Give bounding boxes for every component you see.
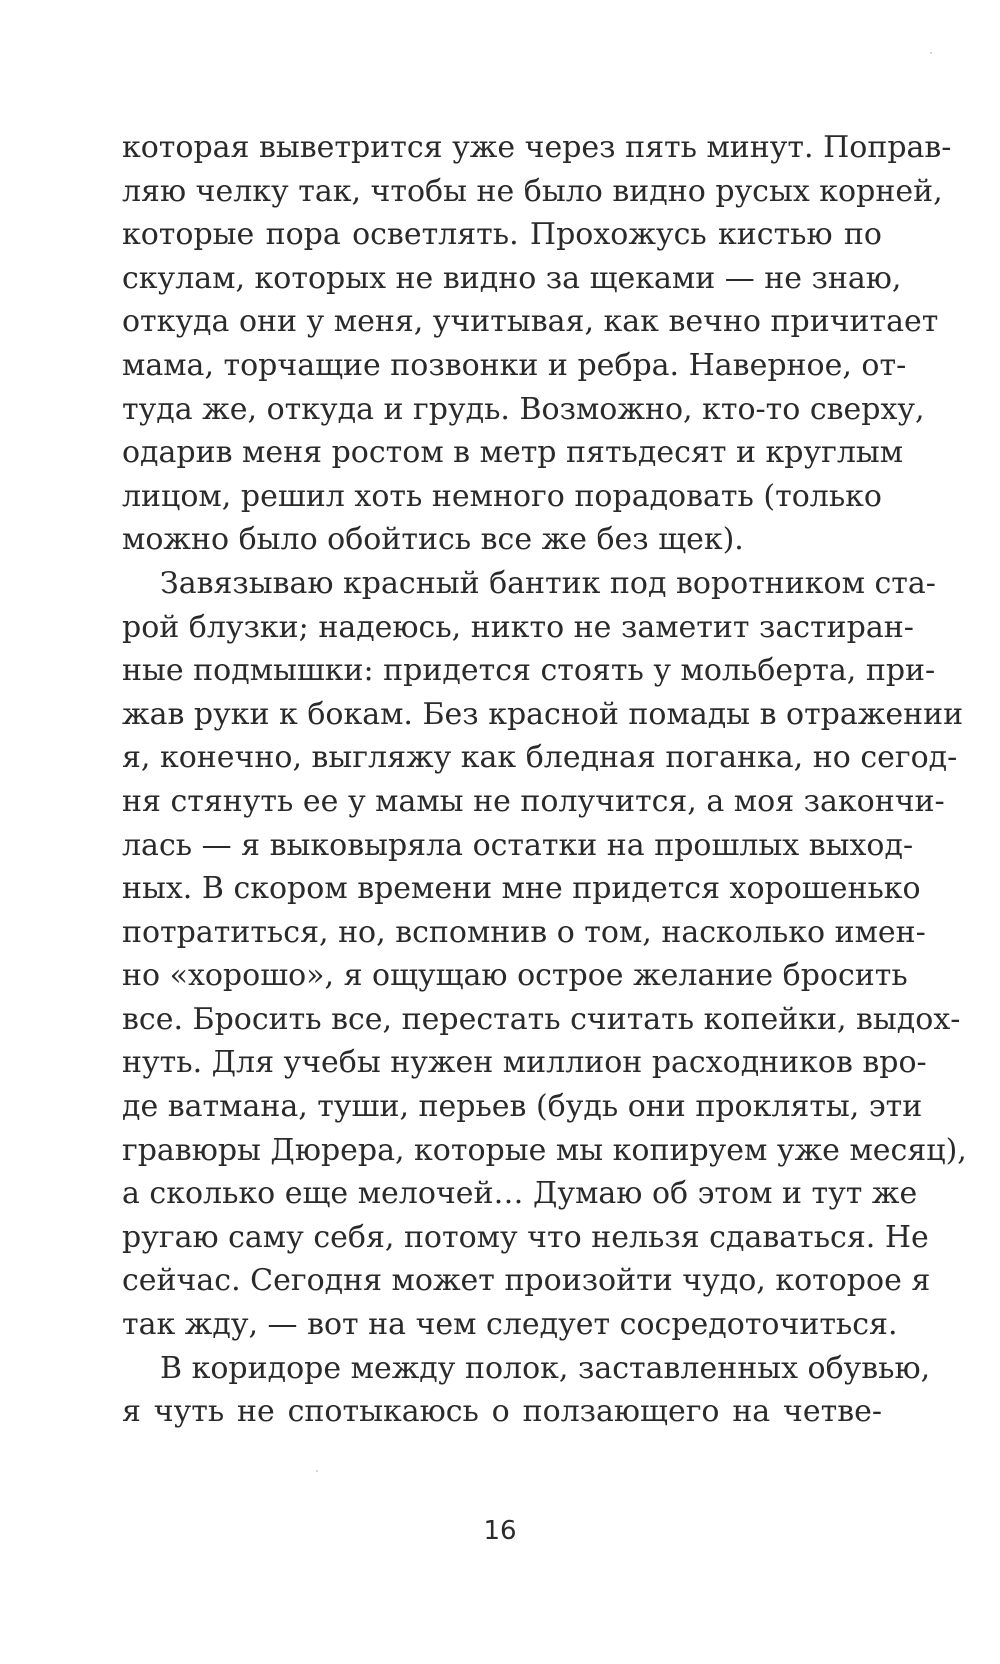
text-line: которые пора осветлять. Прохожусь кистью по: [122, 217, 882, 253]
body-text: [122, 126, 967, 1434]
text-line: рой блузки; надеюсь, никто не заметит застиран-: [122, 609, 914, 645]
text-line: одарив меня ростом в метр пятьдесят и круглым: [122, 435, 904, 471]
paragraph-end-line: можно было обойтись все же без щек).: [122, 522, 744, 558]
paragraph-start-line: В коридоре между полок, заставленных обувью,: [160, 1350, 931, 1386]
text-line: а сколько еще мелочей… Думаю об этом и тут же: [122, 1176, 918, 1212]
scan-speck: [930, 52, 932, 54]
text-line: потратиться, но, вспомнив о том, насколько имен-: [122, 914, 926, 950]
text-line: ных. В скором времени мне придется хорошенько: [122, 871, 921, 907]
text-line: я чуть не спотыкаюсь о ползающего на четве-: [122, 1394, 882, 1430]
text-line: откуда они у меня, учитывая, как вечно причитает: [122, 304, 939, 340]
text-line: скулам, которых не видно за щеками — не знаю,: [122, 260, 902, 296]
text-line: ные подмышки: придется стоять у мольберта, при-: [122, 653, 936, 689]
text-line: нуть. Для учебы нужен миллион расходников вро-: [122, 1045, 927, 1081]
text-line: лицом, решил хоть немного порадовать (только: [122, 478, 882, 514]
text-line: гравюры Дюрера, которые мы копируем уже месяц),: [122, 1132, 967, 1168]
paragraph-end-line: так жду, — вот на чем следует сосредоточиться.: [122, 1307, 898, 1343]
text-line: все. Бросить все, перестать считать копейки, выдох-: [122, 1001, 961, 1037]
text-line: ругаю саму себя, потому что нельзя сдаваться. Не: [122, 1219, 929, 1255]
paragraph-start-line: Завязываю красный бантик под воротником ста-: [160, 565, 936, 601]
text-line: ляю челку так, чтобы не было видно русых корней,: [122, 173, 943, 209]
text-line: лась — я выковыряла остатки на прошлых выход-: [122, 827, 914, 863]
text-line: ня стянуть ее у мамы не получится, а моя закончи-: [122, 783, 945, 819]
text-line: де ватмана, туши, перьев (будь они прокляты, эти: [122, 1089, 923, 1125]
text-line: сейчас. Сегодня может произойти чудо, которое я: [122, 1263, 931, 1299]
text-line: которая выветрится уже через пять минут. Поправ-: [122, 130, 952, 165]
text-line: жав руки к бокам. Без красной помады в отражении: [122, 696, 964, 732]
scan-speck: [316, 1470, 318, 1472]
text-line: мама, торчащие позвонки и ребра. Наверное, от-: [122, 347, 907, 383]
page-number: 16: [483, 1516, 517, 1546]
text-line: я, конечно, выгляжу как бледная поганка, но сегод-: [122, 740, 958, 776]
text-line: но «хорошо», я ощущаю острое желание бросить: [122, 958, 908, 994]
text-line: туда же, откуда и грудь. Возможно, кто-то сверху,: [122, 391, 925, 427]
